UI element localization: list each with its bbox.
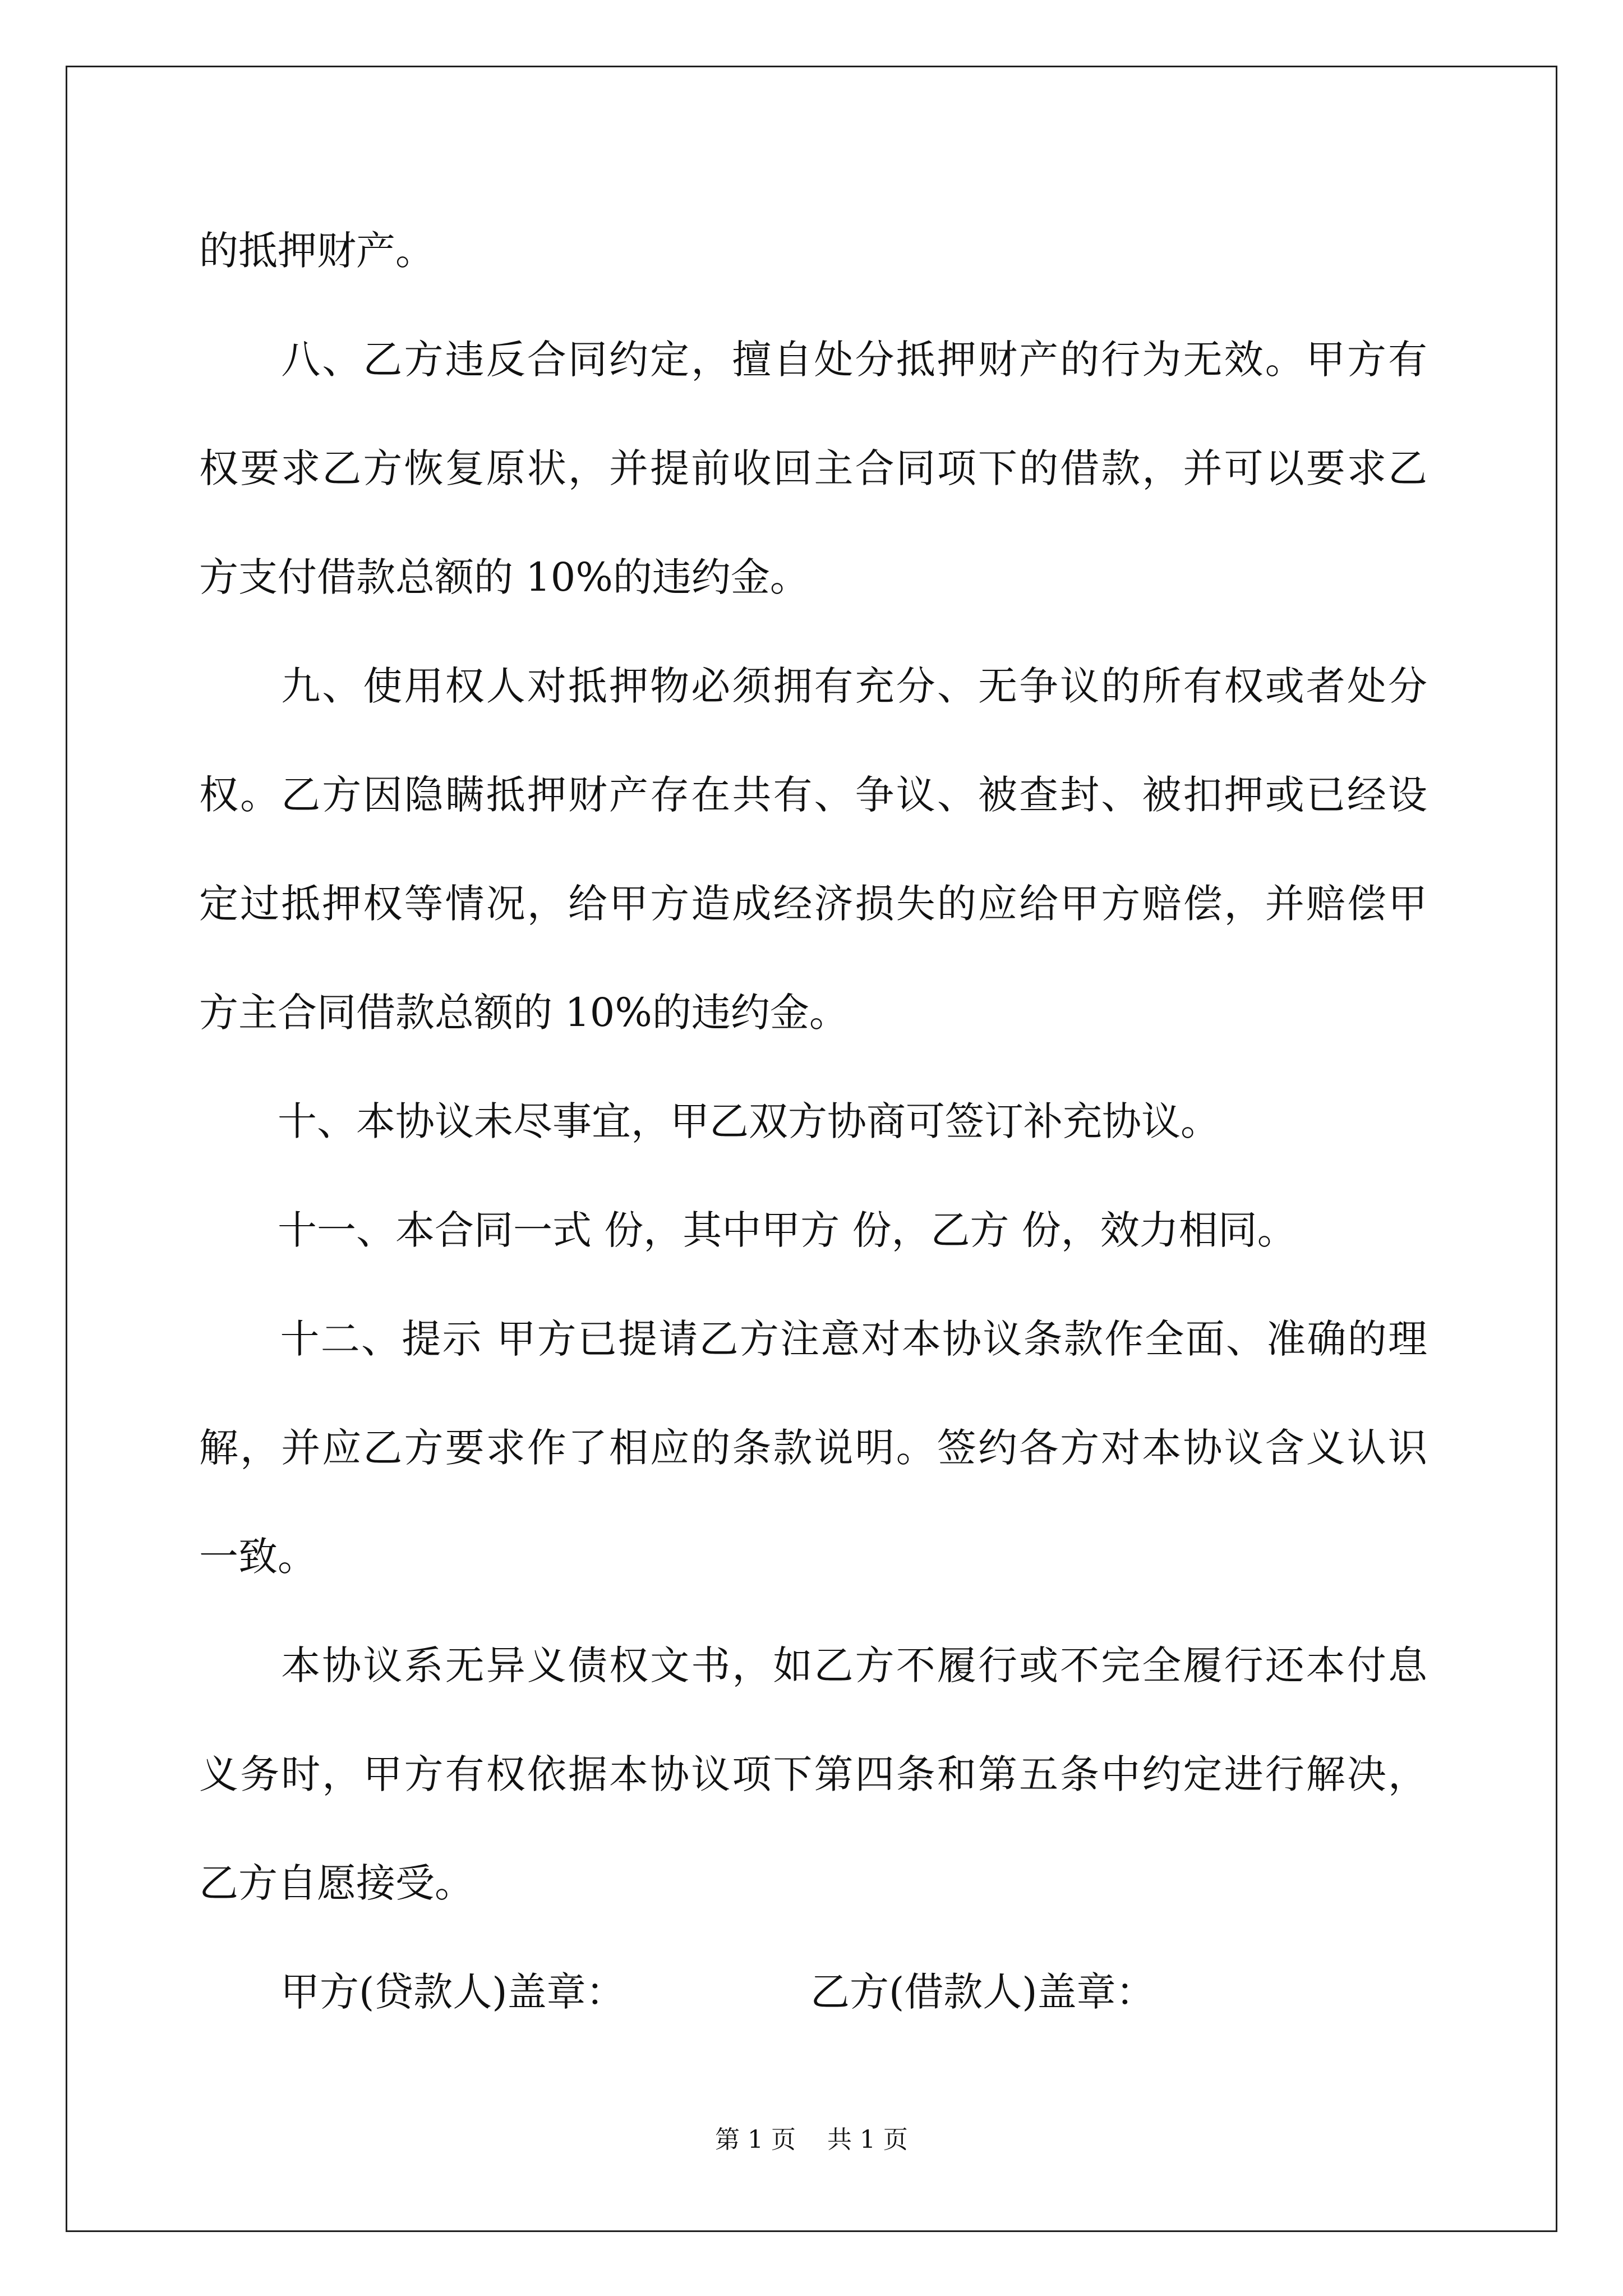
paragraph-line: 权。乙方因隐瞒抵押财产存在共有、争议、被查封、被扣押或已经设 (199, 772, 1427, 818)
paragraph-line: 权要求乙方恢复原状，并提前收回主合同项下的借款，并可以要求乙 (199, 445, 1427, 491)
page-number: 第 1 页 (715, 2125, 796, 2154)
paragraph-line: 九、使用权人对抵押物必须拥有充分、无争议的所有权或者处分 (199, 663, 1427, 709)
paragraph-line: 方主合同借款总额的 10%的违约金。 (199, 990, 849, 1036)
paragraph-line: 本协议系无异义债权文书，如乙方不履行或不完全履行还本付息 (199, 1642, 1427, 1688)
paragraph-line: 一致。 (199, 1534, 317, 1580)
paragraph-line: 乙方自愿接受。 (199, 1860, 474, 1906)
paragraph-line: 十、本协议未尽事宜，甲乙双方协商可签订补充协议。 (199, 1098, 1220, 1144)
page-total: 共 1 页 (827, 2125, 908, 2154)
paragraph-line: 解，并应乙方要求作了相应的条款说明。签约各方对本协议含义认识 (199, 1425, 1427, 1471)
paragraph-line: 定过抵押权等情况，给甲方造成经济损失的应给甲方赔偿，并赔偿甲 (199, 881, 1427, 927)
page-footer (0, 2123, 1623, 2157)
paragraph-line: 的抵押财产。 (199, 228, 435, 274)
paragraph-line: 十一、本合同一式 份，其中甲方 份，乙方 份，效力相同。 (199, 1207, 1297, 1253)
paragraph-line: 八、乙方违反合同约定，擅自处分抵押财产的行为无效。甲方有 (199, 337, 1427, 383)
party-b-signature-label: 乙方(借款人)盖章： (810, 1969, 1155, 2015)
document-body (199, 196, 1427, 2046)
party-a-signature-label: 甲方(贷款人)盖章： (280, 1969, 625, 2015)
paragraph-line: 义务时，甲方有权依据本协议项下第四条和第五条中约定进行解决， (199, 1751, 1427, 1797)
signature-row (199, 1938, 1427, 2046)
paragraph-line: 十二、提示 甲方已提请乙方注意对本协议条款作全面、准确的理 (199, 1316, 1427, 1362)
paragraph-line: 方支付借款总额的 10%的违约金。 (199, 554, 809, 600)
